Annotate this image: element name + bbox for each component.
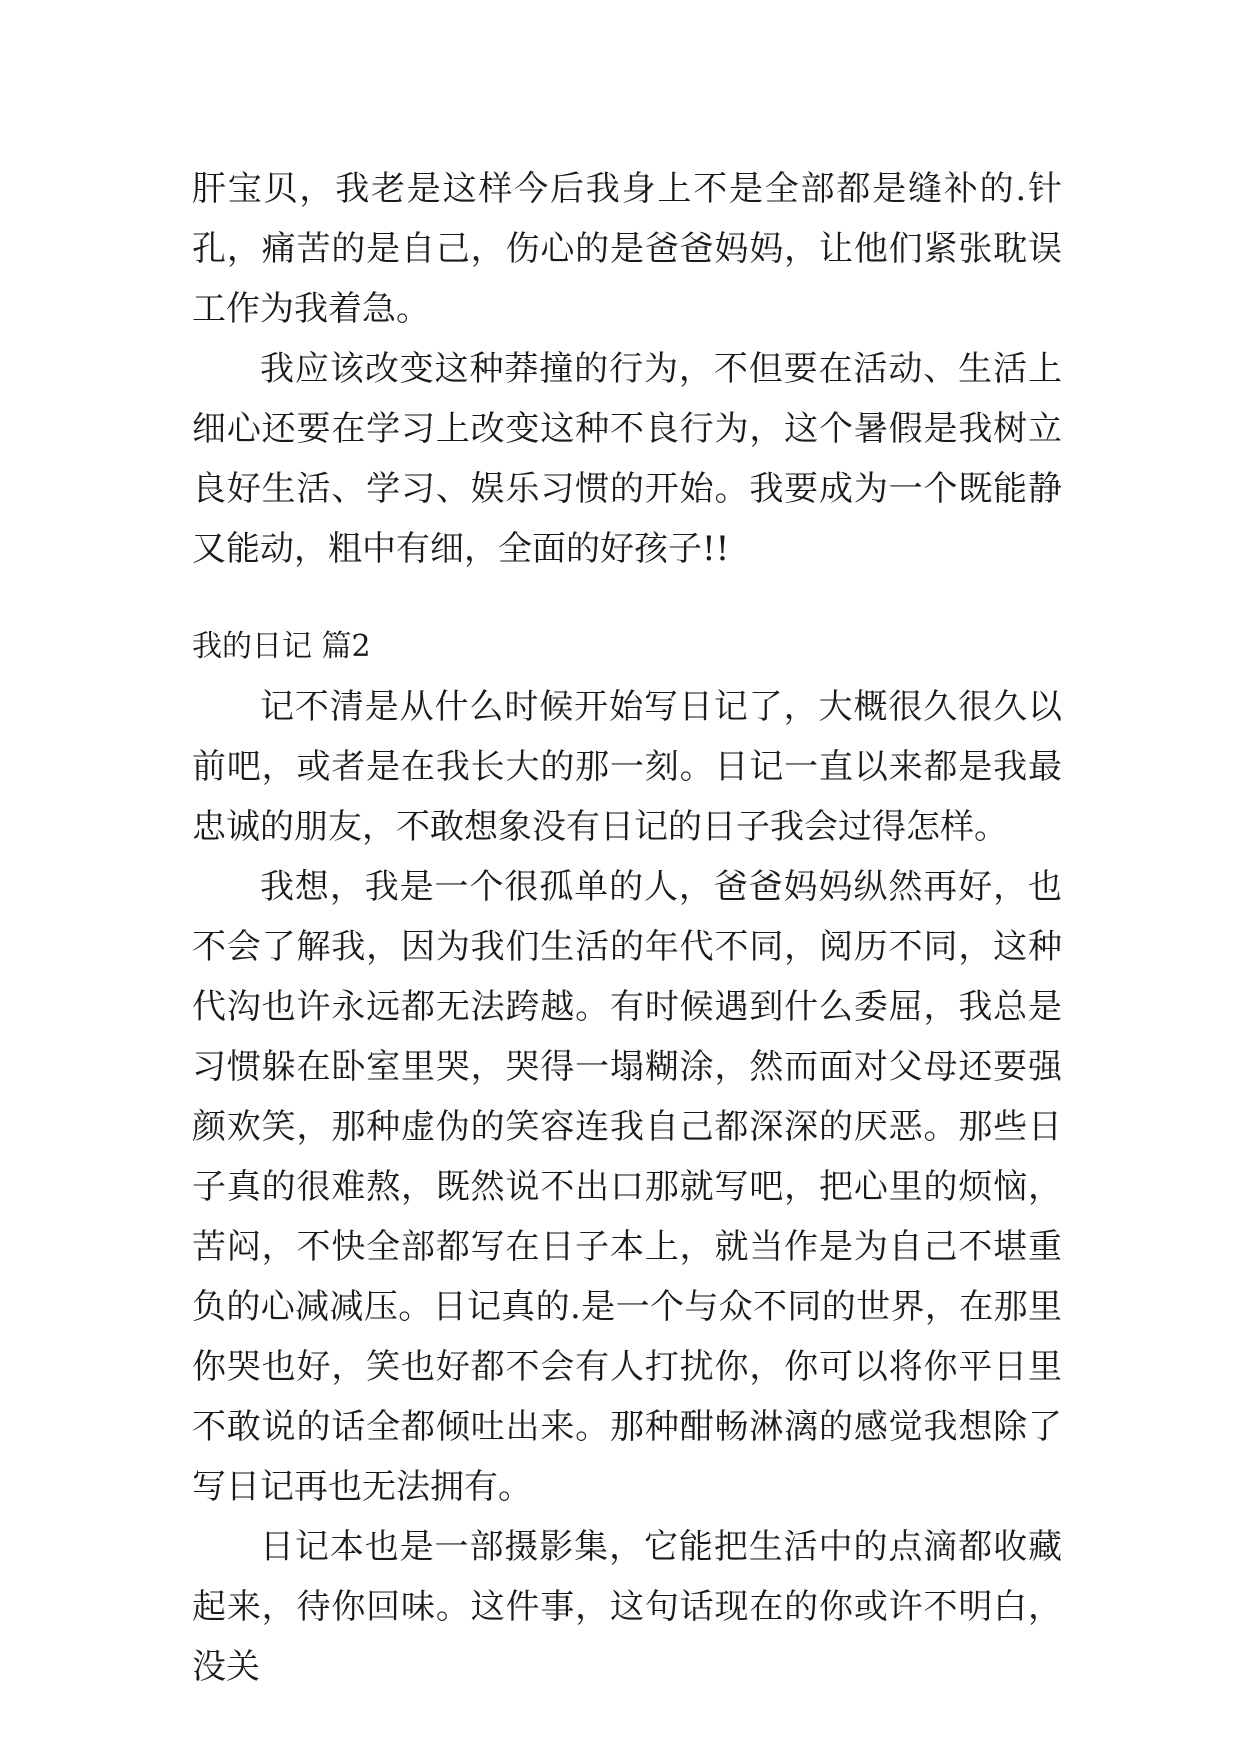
section-heading: 我的日记 篇2 bbox=[192, 629, 371, 664]
document-body bbox=[192, 159, 1062, 1697]
section-paragraph-3: 日记本也是一部摄影集，它能把生活中的点滴都收藏起来，待你回味。这件事，这句话现在的你或许不明白，没关 bbox=[192, 1527, 1062, 1687]
section-spacer bbox=[192, 579, 1062, 617]
paragraph-2: 我应该改变这种莽撞的行为，不但要在活动、生活上细心还要在学习上改变这种不良行为，这个暑假是我树立良好生活、学习、娱乐习惯的开始。我要成为一个既能静又能动，粗中有细，全面的好孩子!! bbox=[192, 349, 1062, 569]
section-paragraph-2: 我想，我是一个很孤单的人，爸爸妈妈纵然再好，也不会了解我，因为我们生活的年代不同，阅历不同，这种代沟也许永远都无法跨越。有时候遇到什么委屈，我总是习惯躲在卧室里哭，哭得一塌糊涂，然而面对父母还要强颜欢笑，那种虚伪的笑容连我自己都深深的厌恶。那些日子真的很难熬，既然说不出口那就写吧，把心里的烦恼，苦闷，不快全部都写在日子本上，就当作是为自己不堪重负的心减减压。日记真的.是一个与众不同的世界，在那里你哭也好，笑也好都不会有人打扰你，你可以将你平日里不敢说的话全都倾吐出来。那种酣畅淋漓的感觉我想除了写日记再也无法拥有。 bbox=[192, 867, 1062, 1507]
section-paragraph-1: 记不清是从什么时候开始写日记了，大概很久很久以前吧，或者是在我长大的那一刻。日记一直以来都是我最忠诚的朋友，不敢想象没有日记的日子我会过得怎样。 bbox=[192, 687, 1062, 847]
continuation-paragraph: 肝宝贝，我老是这样今后我身上不是全部都是缝补的.针孔，痛苦的是自己，伤心的是爸爸妈妈，让他们紧张耽误工作为我着急。 bbox=[192, 169, 1062, 329]
